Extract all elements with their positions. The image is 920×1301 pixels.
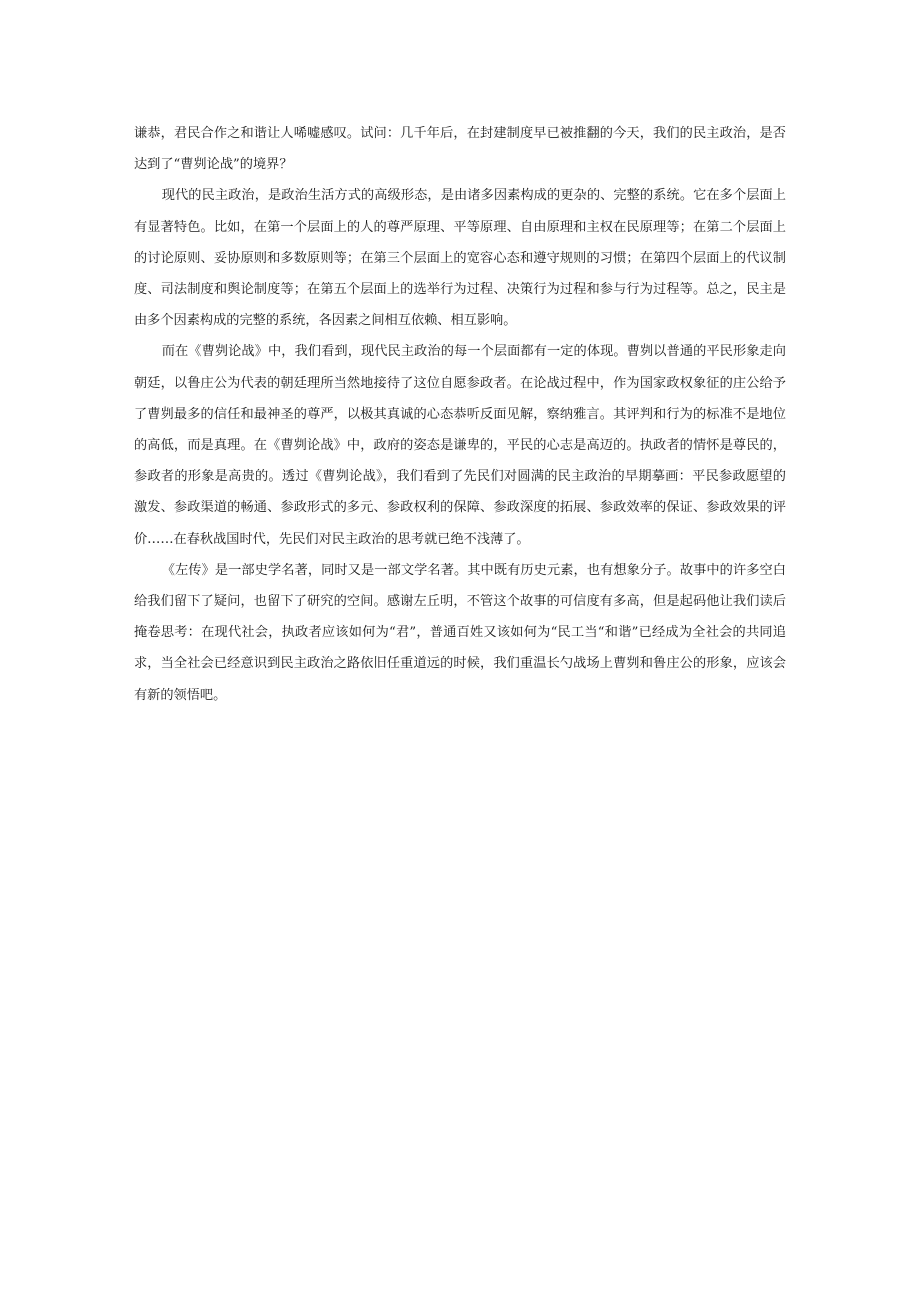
paragraph-2: 现代的民主政治，是政治生活方式的高级形态，是由诸多因素构成的更杂的、完整的系统。它在多个层面上有显著特色。比如，在第一个层面上的人的尊严原理、平等原理、自由原理和主权在民原理等；在第二个层面上的讨论原则、妥协原则和多数原则等；在第三个层面上的宽容心态和遵守规则的习惯；在第四个层面上的代议制度、司法制度和舆论制度等；在第五个层面上的选举行为过程、决策行为过程和参与行为过程等。总之，民主是由多个因素构成的完整的系统，各因素之间相互依赖、相互影响。 xyxy=(134,188,786,329)
paragraph-1: 谦恭，君民合作之和谐让人唏嘘感叹。试问：几千年后，在封建制度早已被推翻的今天，我们的民主政治，是否达到了“曹刿论战”的境界？ xyxy=(134,126,786,173)
document-body xyxy=(134,118,786,711)
paragraph-4: 《左传》是一部史学名著，同时又是一部文学名著。其中既有历史元素，也有想象分子。故事中的许多空白给我们留下了疑问，也留下了研究的空间。感谢左丘明，不管这个故事的可信度有多高，但是起码他让我们读后掩卷思考：在现代社会，执政者应该如何为“君”，普通百姓又该如何为“民工当“和谐”已经成为全社会的共同追求，当全社会已经意识到民主政治之路依旧任重道远的时候，我们重温长勺战场上曹刿和鲁庄公的形象，应该会有新的领悟吧。 xyxy=(134,562,786,703)
paragraph-3: 而在《曹刿论战》中，我们看到，现代民主政治的每一个层面都有一定的体现。曹刿以普通的平民形象走向朝廷，以鲁庄公为代表的朝廷理所当然地接待了这位自愿参政者。在论战过程中，作为国家政权象征的庄公给予了曹刿最多的信任和最神圣的尊严，以极其真诚的心态恭听反面见解，察纳雅言。其评判和行为的标准不是地位的高低，而是真理。在《曹刿论战》中，政府的姿态是谦卑的，平民的心志是高迈的。执政者的情怀是尊民的，参政者的形象是高贵的。透过《曹刿论战》，我们看到了先民们对圆满的民主政治的早期摹画：平民参政愿望的激发、参政渠道的畅通、参政形式的多元、参政权利的保障、参政深度的拓展、参政效率的保证、参政效果的评价……在春秋战国时代，先民们对民主政治的思考就已绝不浅薄了。 xyxy=(134,344,786,547)
